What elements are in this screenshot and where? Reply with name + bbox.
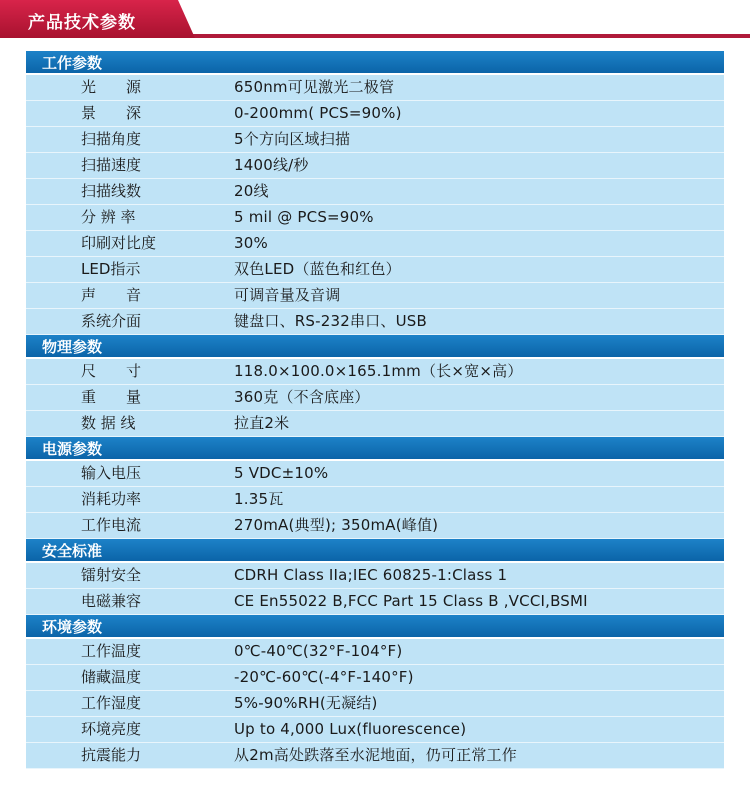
row-label: 输入电压 <box>81 464 142 482</box>
row-value: -20℃-60℃(-4°F-140°F) <box>234 668 414 686</box>
row-label: 重 量 <box>81 388 142 406</box>
table-row <box>26 717 724 743</box>
row-value: 5 mil @ PCS=90% <box>234 208 374 226</box>
row-value: Up to 4,000 Lux(fluorescence) <box>234 720 467 738</box>
table-row <box>26 487 724 513</box>
row-label: 镭射安全 <box>81 566 142 584</box>
row-label: 景 深 <box>81 104 142 122</box>
table-row <box>26 513 724 539</box>
row-label: 印刷对比度 <box>81 234 157 252</box>
table-row <box>26 127 724 153</box>
row-label: 光 源 <box>81 78 142 96</box>
row-value: 5%-90%RH(无凝结) <box>234 694 378 712</box>
row-value: 360克（不含底座） <box>234 388 370 406</box>
row-value: 0-200mm( PCS=90%) <box>234 104 402 122</box>
section-header: 物理参数 <box>26 335 724 359</box>
row-value: 270mA(典型); 350mA(峰值) <box>234 516 439 534</box>
row-value: 双色LED（蓝色和红色） <box>234 260 401 278</box>
table-row <box>26 231 724 257</box>
row-label: 环境亮度 <box>81 720 142 738</box>
row-value: 0℃-40℃(32°F-104°F) <box>234 642 403 660</box>
row-value: 1400线/秒 <box>234 156 309 174</box>
row-label: 尺 寸 <box>81 362 142 380</box>
row-label: 工作湿度 <box>81 694 142 712</box>
row-value: 650nm可见激光二极管 <box>234 78 395 96</box>
row-label: 抗震能力 <box>81 746 142 764</box>
row-label: LED指示 <box>81 260 141 278</box>
section-header: 安全标准 <box>26 539 724 563</box>
row-value: 118.0×100.0×165.1mm（长×宽×高） <box>234 362 523 380</box>
table-row <box>26 205 724 231</box>
row-label: 扫描角度 <box>81 130 142 148</box>
row-label: 系统介面 <box>81 312 142 330</box>
table-row <box>26 257 724 283</box>
table-row <box>26 309 724 335</box>
spec-table <box>26 51 724 769</box>
table-row <box>26 385 724 411</box>
row-value: 30% <box>234 234 268 252</box>
row-value: 拉直2米 <box>234 414 290 432</box>
table-row <box>26 589 724 615</box>
row-label: 消耗功率 <box>81 490 142 508</box>
page-title: 产品技术参数 <box>28 13 136 33</box>
row-label: 工作电流 <box>81 516 142 534</box>
section-header: 电源参数 <box>26 437 724 461</box>
row-value: CE En55022 B,FCC Part 15 Class B ,VCCI,BSMI <box>234 592 588 610</box>
row-value: 5 VDC±10% <box>234 464 329 482</box>
table-row <box>26 563 724 589</box>
row-value: 1.35瓦 <box>234 490 284 508</box>
row-label: 电磁兼容 <box>81 592 142 610</box>
table-row <box>26 411 724 437</box>
table-row <box>26 283 724 309</box>
row-value: 可调音量及音调 <box>234 286 341 304</box>
row-value: CDRH Class IIa;IEC 60825-1:Class 1 <box>234 566 508 584</box>
row-label: 声 音 <box>81 286 142 304</box>
table-row <box>26 179 724 205</box>
row-label: 数 据 线 <box>81 414 136 432</box>
row-label: 扫描线数 <box>81 182 142 200</box>
table-row <box>26 461 724 487</box>
section-header: 工作参数 <box>26 51 724 75</box>
row-value: 20线 <box>234 182 269 200</box>
page-header-banner <box>0 0 750 40</box>
table-row <box>26 691 724 717</box>
table-row <box>26 665 724 691</box>
row-value: 键盘口、RS-232串口、USB <box>234 312 427 330</box>
table-row <box>26 101 724 127</box>
row-value: 5个方向区域扫描 <box>234 130 351 148</box>
table-row <box>26 359 724 385</box>
row-value: 从2m高处跌落至水泥地面，仍可正常工作 <box>234 746 517 764</box>
table-row <box>26 639 724 665</box>
table-row <box>26 75 724 101</box>
table-row <box>26 153 724 179</box>
row-label: 储藏温度 <box>81 668 142 686</box>
table-row <box>26 743 724 769</box>
row-label: 工作温度 <box>81 642 142 660</box>
row-label: 分 辨 率 <box>81 208 136 226</box>
section-header: 环境参数 <box>26 615 724 639</box>
row-label: 扫描速度 <box>81 156 142 174</box>
